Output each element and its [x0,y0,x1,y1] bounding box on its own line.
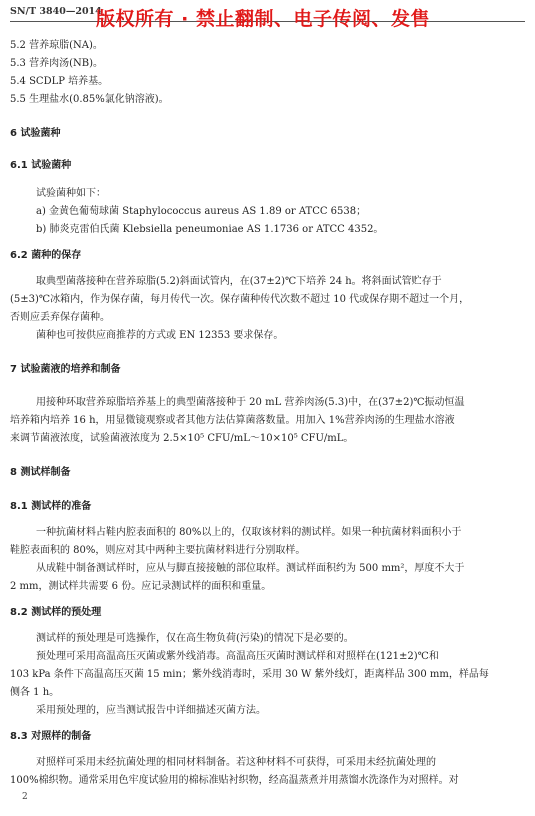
section-heading: 8.2 测试样的预处理 [10,607,102,618]
text-line: 采用预处理的，应当测试报告中详细描述灭菌方法。 [36,705,266,716]
section-heading: 6.2 菌种的保存 [10,250,82,261]
text-line: 100%棉织物。通常采用色牢度试验用的棉标准贴衬织物，经高温蒸煮并用蒸馏水洗涤作为对照样。对 [10,775,459,786]
section-heading: 7 试验菌液的培养和制备 [10,364,121,375]
text-line: 菌种也可按供应商推荐的方式或 EN 12353 要求保存。 [36,330,284,341]
text-line: a) 金黄色葡萄球菌 Staphylococcus aureus AS 1.89 or ATCC 6538； [36,206,367,217]
section-heading: 6 试验菌种 [10,128,61,139]
section-heading: 6.1 试验菌种 [10,160,72,171]
text-line: b) 肺炎克雷伯氏菌 Klebsiella peneumoniae AS 1.1736 or ATCC 4352。 [36,224,384,235]
text-line: 测试样的预处理是可选操作，仅在高生物负荷(污染)的情况下是必要的。 [36,633,354,644]
text-line: 侧各 1 h。 [10,687,60,698]
text-line: 2 mm，测试样共需要 6 份。应记录测试样的面积和重量。 [10,581,272,592]
text-line: 5.5 生理盐水(0.85%氯化钠溶液)。 [10,94,169,105]
header-code: SN/T 3840—2014 [10,6,102,17]
text-line: 对照样可采用未经抗菌处理的相同材料制备。若这种材料不可获得，可采用未经抗菌处理的 [36,757,436,768]
section-heading: 8 测试样制备 [10,467,71,478]
page-number: 2 [22,792,28,802]
text-line: 预处理可采用高温高压灭菌或紫外线消毒。高温高压灭菌时测试样和对照样在(121±2)℃和 [36,651,439,662]
text-line: 否则应丢弃保存菌种。 [10,312,110,323]
text-line: 5.3 营养肉汤(NB)。 [10,58,103,69]
text-line: 5.2 营养琼脂(NA)。 [10,40,103,51]
text-line: 鞋腔表面积的 80%，则应对其中两种主要抗菌材料进行分别取样。 [10,545,306,556]
text-line: (5±3)℃冰箱内，作为保存菌，每月传代一次。保存菌种传代次数不超过 10 代或保存期不超过一个月， [10,294,470,305]
text-line: 取典型菌落接种在营养琼脂(5.2)斜面试管内，在(37±2)℃下培养 24 h。将斜面试管贮存于 [36,276,442,287]
section-heading: 8.1 测试样的准备 [10,501,92,512]
text-line: 5.4 SCDLP 培养基。 [10,76,109,87]
text-line: 试验菌种如下： [36,188,106,199]
text-line: 培养箱内培养 16 h，用显微镜观察或者其他方法估算菌落数量。用加入 1%营养肉汤的生理盐水溶液 [10,415,455,426]
section-heading: 8.3 对照样的制备 [10,731,92,742]
text-line: 用接种环取营养琼脂培养基上的典型菌落接种于 20 mL 营养肉汤(5.3)中，在(37±2)℃振动恒温 [36,397,465,408]
text-line: 一种抗菌材料占鞋内腔表面积的 80%以上的，仅取该材料的测试样。如果一种抗菌材料面积小于 [36,527,462,538]
copyright-watermark: 版权所有 · 禁止翻制、电子传阅、发售 [96,8,430,30]
text-line: 从成鞋中制备测试样时，应从与脚直接接触的部位取样。测试样面积约为 500 mm²，厚度不大于 [36,563,465,574]
text-line: 来调节菌液浓度，试验菌液浓度为 2.5×10⁵ CFU/mL～10×10⁵ CFU/mL。 [10,433,354,444]
text-line: 103 kPa 条件下高温高压灭菌 15 min；紫外线消毒时，采用 30 W 紫外线灯，距离样品 300 mm，样品每 [10,669,489,680]
